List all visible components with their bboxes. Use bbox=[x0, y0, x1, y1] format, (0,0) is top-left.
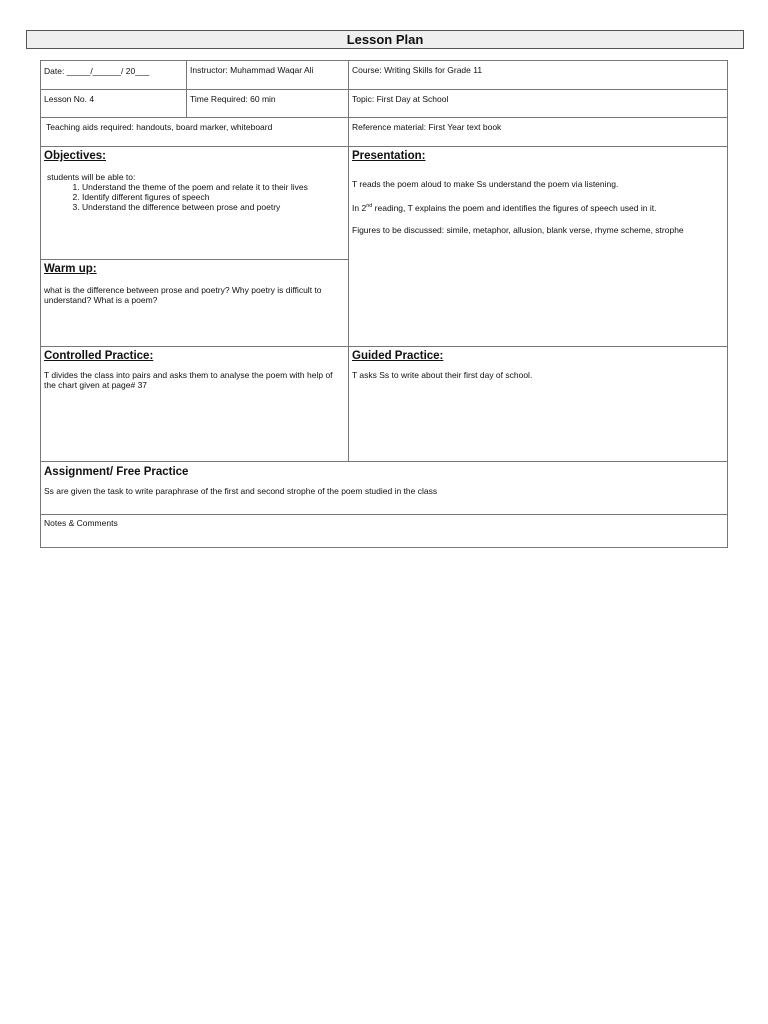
presentation-heading: Presentation: bbox=[352, 150, 426, 162]
time-required-field: Time Required: 60 min bbox=[190, 94, 276, 104]
topic-field: Topic: First Day at School bbox=[352, 94, 449, 104]
teaching-aids-field: Teaching aids required: handouts, board marker, whiteboard bbox=[46, 122, 273, 132]
warm-up-section bbox=[40, 259, 349, 347]
presentation-section bbox=[348, 146, 728, 347]
controlled-practice-heading: Controlled Practice: bbox=[44, 350, 154, 362]
instructor-field: Instructor: Muhammad Waqar Ali bbox=[190, 65, 314, 75]
warm-up-heading: Warm up: bbox=[44, 263, 97, 275]
topic-cell bbox=[348, 89, 728, 118]
assignment-section bbox=[40, 461, 728, 515]
reference-field: Reference material: First Year text book bbox=[352, 122, 502, 132]
course-cell bbox=[348, 60, 728, 90]
presentation-line-3: Figures to be discussed: simile, metaphor, allusion, blank verse, rhyme scheme, strophe bbox=[352, 224, 684, 235]
guided-practice-text: T asks Ss to write about their first day of school. bbox=[352, 370, 533, 380]
objectives-list bbox=[44, 182, 345, 212]
page-title: Lesson Plan bbox=[26, 30, 744, 49]
warm-up-text: what is the difference between prose and poetry? Why poetry is difficult to understand? What is a poem? bbox=[44, 285, 322, 305]
objectives-section bbox=[40, 146, 349, 260]
objective-item: 1. Understand the theme of the poem and relate it to their lives bbox=[82, 182, 345, 192]
instructor-cell bbox=[186, 60, 349, 90]
guided-practice-section bbox=[348, 346, 728, 462]
objective-item: 2. Identify different figures of speech bbox=[82, 192, 345, 202]
time-cell bbox=[186, 89, 349, 118]
assignment-text: Ss are given the task to write paraphrase of the first and second strophe of the poem studied in the class bbox=[44, 486, 438, 496]
assignment-heading: Assignment/ Free Practice bbox=[44, 466, 189, 478]
lesson-no-field: Lesson No. 4 bbox=[44, 94, 95, 104]
guided-practice-heading: Guided Practice: bbox=[352, 350, 444, 362]
date-cell bbox=[40, 60, 187, 90]
notes-section bbox=[40, 514, 728, 548]
objectives-heading: Objectives: bbox=[44, 150, 106, 162]
notes-label: Notes & Comments bbox=[44, 518, 118, 528]
course-field: Course: Writing Skills for Grade 11 bbox=[352, 65, 483, 75]
date-field: Date: _____/______/ 20___ bbox=[44, 66, 150, 76]
teaching-aids-cell bbox=[40, 117, 349, 147]
objective-item: 3. Understand the difference between prose and poetry bbox=[82, 202, 345, 212]
reference-cell bbox=[348, 117, 728, 147]
presentation-line-2: In 2nd reading, T explains the poem and identifies the figures of speech used in it. bbox=[352, 202, 657, 213]
controlled-practice-text: T divides the class into pairs and asks them to analyse the poem with help of the chart given at page# 37 bbox=[44, 370, 333, 390]
lesson-no-cell bbox=[40, 89, 187, 118]
controlled-practice-section bbox=[40, 346, 349, 462]
objectives-intro: students will be able to: bbox=[47, 172, 136, 182]
presentation-line-1: T reads the poem aloud to make Ss understand the poem via listening. bbox=[352, 179, 619, 189]
